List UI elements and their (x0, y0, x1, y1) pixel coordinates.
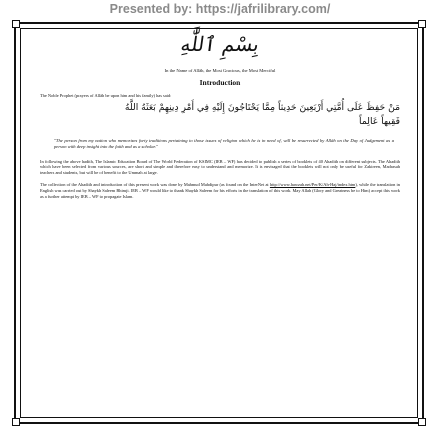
frame-corner-top-left (12, 20, 20, 28)
hawzah-link[interactable]: http://www.hawzah.net/Per/K/Ah-Haj/index.htm (269, 182, 356, 188)
arabic-hadith-line-1: مَنْ حَفِظَ عَلَى أُمَّتِي أَرْبَعِينَ حَدِيثاً مِمَّا يَحْتَاجُونَ إِلَيْهِ فِي أَمْرِ دِينِهِمْ بَعَثَهُ اللَّهُ (124, 101, 400, 113)
frame-corner-top-right (418, 20, 426, 28)
presented-by-banner: Presented by: https://jafrilibrary.com/ (109, 2, 331, 16)
paragraph-ieb-series: In following the above hadith, The Islamic Education Board of The World Federation of KSIMC (IEB – WF) has decided to publish a series of booklets of 40 Ahadith on different subjects. The Ahadith which have been selected from various sources, are short and simple and therefore easy to understand and memorize. It is envisaged that the booklets will not only be useful for Zakireen, Madrasah teachers and students, but will be of benefit to the Ummah at large. (40, 158, 400, 175)
prophet-said-line: The Noble Prophet (prayers of Allāh be upon him and his family) has said: (40, 93, 172, 98)
name-of-allah-line: In the Name of Allāh, the Most Gracious, the Most Merciful (164, 68, 276, 73)
bismillah-calligraphy (147, 28, 293, 60)
frame-corner-bottom-left (12, 418, 20, 426)
page-title: Introduction (199, 78, 241, 87)
arabic-hadith-line-2: فَقِيهاً عَالِماً (359, 115, 400, 127)
credits-text-before-link: The collection of the Ahadith and introduction of this present work was done by Mahmud Mahdipur (as found on the InterNet at (40, 182, 269, 188)
hadith-translation-quote: "The person from my nation who memorizes forty traditions pertaining to those issues of religion which he is in need of, will be resurrected by Allāh on the Day of Judgement as a person with deep insight into the faith and as a scholar." (54, 137, 394, 149)
frame-corner-bottom-right (418, 418, 426, 426)
page-content (40, 28, 400, 420)
credits-text-after-link: ), while the translation in English was carried out by Shaykh Saleem Bhimji. IEB – WF would like to thank Shaykh Saleem for his efforts in the translation of this work. May Allah (Glory and Greatness be to Him) accept this work as a further attempt by IEB – WF to propagate Islam. (40, 182, 400, 199)
bismillah-text: بِسْمِ ٱللَّٰهِ (179, 32, 261, 56)
paragraph-collection-credits (40, 182, 400, 199)
